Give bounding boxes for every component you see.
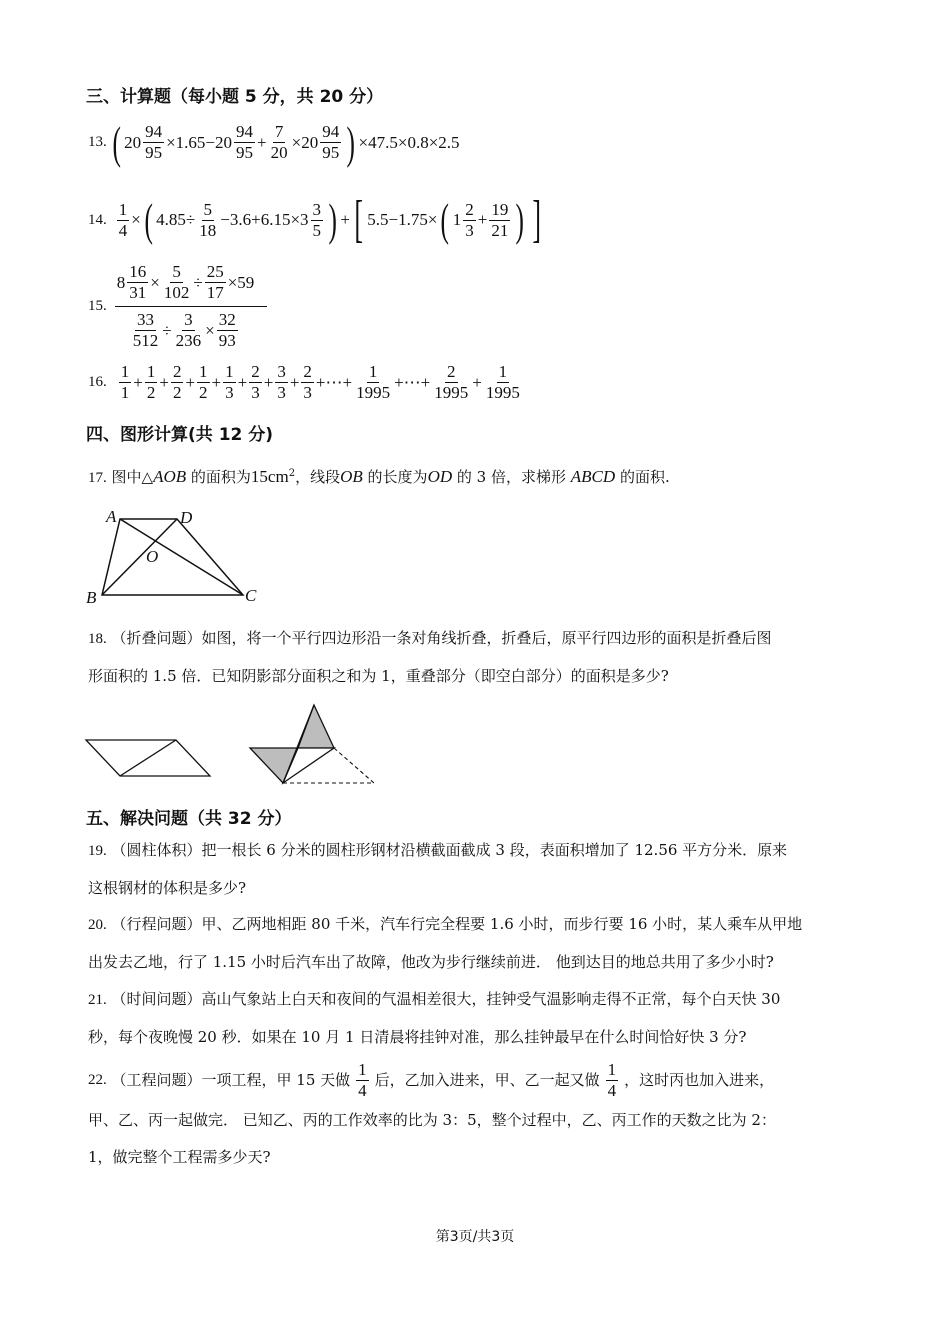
q15-text: ×	[150, 272, 160, 292]
q15-fraction: $\frac{32}{93}$	[218, 310, 236, 350]
q15-fraction: $\frac{16}{31}$	[129, 262, 147, 302]
q16-ellipsis: +⋯+	[315, 372, 353, 392]
q19-line-2: 这根钢材的体积是多少?	[88, 879, 247, 897]
page-footer: 第3页/共3页	[435, 1229, 515, 1245]
q17-area-exponent: 2	[288, 468, 296, 479]
q22-text: 后，乙加入进来，甲、乙一起又做	[374, 1070, 600, 1089]
q14-fraction: $\frac{2}{3}$	[465, 199, 474, 240]
q17-number: 17.	[88, 470, 107, 486]
q16-term: $\frac{2}{3}$	[251, 362, 260, 402]
q22-text: ，这时丙也加入进来，	[624, 1070, 775, 1089]
q16-term: $\frac{2}{2}$	[172, 362, 182, 402]
label-b: B	[86, 588, 97, 607]
q21-line-1: （时间问题）高山气象站上白天和夜间的气温相差很大，挂钟受气温影响走得不正常，每个白天快 30	[111, 990, 781, 1008]
q20-number: 20.	[88, 917, 107, 933]
q15-number: 15.	[88, 298, 107, 314]
q17-text: 图中△	[111, 468, 154, 486]
shaded-top-triangle	[298, 705, 334, 748]
q14-fraction: $\frac{1}{4}$	[118, 199, 128, 240]
trapezoid-outline	[102, 519, 243, 595]
q22-fraction: $\frac{1}{4}$	[607, 1059, 617, 1100]
q17-text: 的面积.	[619, 468, 670, 486]
q16-term: $\frac{1}{1}$	[120, 362, 130, 402]
label-o: O	[146, 547, 159, 566]
q15-fraction: $\frac{25}{17}$	[206, 262, 224, 302]
q16-ellipsis: +⋯+	[394, 372, 431, 392]
trapezoid-figure	[80, 505, 270, 610]
q19-line-1: （圆柱体积）把一根长 6 分米的圆柱形钢材沿横截面截成 3 段，表面积增加了 12.56 平方分米．原来	[111, 841, 788, 859]
q17-text: 的 3 倍，求梯形	[456, 468, 566, 486]
q14-right-bracket: ]	[532, 191, 541, 248]
q14-left-bracket: [	[354, 191, 363, 248]
q13-text: +	[257, 132, 267, 152]
q17-area-value: 15cm	[250, 467, 289, 486]
question-14	[88, 191, 545, 248]
q15-text: 8	[116, 272, 126, 292]
question-16: 16. $\frac{1}{1}$ + $\frac{1}{2}$ + $\frac{2}{2}$ + $\frac{1}{2}$ + $\frac{1}{3}$ + $\frac{2}{3}$ + $\frac{3}{3}$ + $\frac{2}{3}$ +⋯+ $\frac{1}{1995}$ +⋯+ $\frac{2}{1995}$ + $\frac{1}{1995}$	[88, 362, 520, 402]
q22-line-2: 甲、乙、丙一起做完． 已知乙、丙的工作效率的比为 3：5，整个过程中，乙、丙工作的天数之比为 2：	[88, 1111, 776, 1129]
label-a: A	[106, 507, 117, 526]
q22-number: 22.	[88, 1071, 107, 1088]
q13-fraction: $\frac{94}{95}$	[322, 122, 340, 162]
q15-text: ×59	[227, 272, 255, 292]
fold-figures	[84, 700, 384, 790]
question-19	[88, 832, 868, 907]
q17-text: 的面积为	[190, 468, 251, 486]
q18-line-1: （折叠问题）如图，将一个平行四边形沿一条对角线折叠，折叠后，原平行四边形的面积是折叠后图	[111, 629, 772, 647]
q16-number: 16.	[88, 374, 107, 390]
q17-segment-od: OD	[427, 467, 453, 486]
q14-text: 1	[452, 210, 462, 229]
q17-triangle-label: AOB	[153, 467, 187, 486]
q14-inner-right-paren: )	[515, 194, 525, 245]
q16-term: $\frac{1}{2}$	[199, 362, 208, 402]
q15-fraction: $\frac{5}{102}$	[163, 262, 190, 302]
q22-text: （工程问题）一项工程，甲 15 天做	[111, 1070, 351, 1089]
q13-left-paren: (	[112, 116, 121, 168]
q22-fraction: $\frac{1}{4}$	[358, 1059, 367, 1100]
question-20	[88, 906, 868, 981]
q18-number: 18.	[88, 631, 107, 647]
q15-text: ÷	[193, 272, 203, 292]
folded-figure	[250, 705, 374, 783]
q15-text: ÷	[162, 320, 172, 340]
q14-fraction: $\frac{19}{21}$	[491, 199, 509, 240]
q13-text: 20	[124, 132, 142, 152]
q14-text: 4.85÷	[156, 210, 196, 229]
q14-text: 5.5−1.75×	[367, 210, 438, 229]
q15-fraction: $\frac{33}{512}$	[132, 310, 159, 350]
q15-fraction: $\frac{3}{236}$	[175, 310, 202, 350]
q14-left-paren: (	[144, 194, 153, 245]
q14-text: ×	[131, 210, 141, 229]
label-d: D	[180, 508, 193, 527]
q13-text: ×47.5×0.8×2.5	[358, 132, 460, 152]
question-15	[88, 262, 267, 351]
q13-fraction: $\frac{94}{95}$	[145, 122, 163, 162]
q17-text: 的长度为	[367, 468, 428, 486]
q14-text: +	[340, 210, 350, 229]
q16-term: $\frac{1}{1995}$	[356, 362, 391, 402]
q16-term: $\frac{2}{3}$	[303, 362, 312, 402]
q15-text: ×	[205, 320, 215, 340]
q20-line-2: 出发去乙地，行了 1.15 小时后汽车出了故障，他改为步行继续前进． 他到达目的地总共用了多少小时?	[88, 953, 774, 971]
q14-right-paren: )	[328, 194, 337, 245]
section-4-heading: 四、图形计算(共 12 分)	[86, 425, 274, 445]
section-5-heading: 五、解决问题（共 32 分）	[86, 809, 292, 829]
q21-line-2: 秒，每个夜晚慢 20 秒．如果在 10 月 1 日清晨将挂钟对准，那么挂钟最早在什么时间恰好快 3 分?	[88, 1028, 747, 1046]
section-3-heading: 三、计算题（每小题 5 分，共 20 分）	[86, 87, 384, 107]
question-18	[88, 620, 868, 695]
q14-inner-left-paren: (	[440, 194, 450, 245]
q21-number: 21.	[88, 992, 107, 1008]
q17-segment-ob: OB	[340, 467, 363, 486]
q14-number: 14.	[88, 211, 107, 228]
q20-line-1: （行程问题）甲、乙两地相距 80 千米，汽车行完全程要 1.6 小时，而步行要 16 小时，某人乘车从甲地	[111, 915, 803, 933]
q22-line-3: 1，做完整个工程需多少天?	[88, 1148, 271, 1166]
dashed-edge	[334, 748, 374, 783]
q17-text: ，线段	[295, 468, 341, 486]
q13-number: 13.	[88, 134, 107, 150]
q13-fraction: $\frac{94}{95}$	[236, 122, 254, 162]
parallelogram-diagonal	[120, 740, 176, 776]
q15-main-fraction-bar	[115, 306, 267, 307]
q13-text: ×20	[291, 132, 319, 152]
q13-text: ×1.65−20	[166, 132, 233, 152]
q18-line-2: 形面积的 1.5 倍．已知阴影部分面积之和为 1，重叠部分（即空白部分）的面积是多少?	[88, 667, 669, 685]
q17-trapezoid-label: ABCD	[570, 467, 616, 486]
q14-text: +	[477, 210, 488, 229]
q15-compound-fraction	[115, 262, 267, 351]
label-c: C	[245, 586, 257, 605]
q15-denominator	[115, 310, 240, 351]
q14-fraction: $\frac{5}{18}$	[199, 199, 217, 240]
q16-term: $\frac{3}{3}$	[277, 362, 286, 402]
q16-term: $\frac{1}{1995}$	[485, 362, 520, 402]
question-21	[88, 981, 868, 1056]
q19-number: 19.	[88, 843, 107, 859]
parallelogram-figure	[86, 740, 210, 776]
q13-right-paren: )	[346, 116, 356, 168]
q14-fraction: $\frac{3}{5}$	[312, 199, 322, 240]
q16-term: $\frac{2}{1995}$	[434, 362, 469, 402]
question-13	[88, 116, 460, 168]
q16-term: $\frac{1}{3}$	[225, 362, 234, 402]
q13-fraction: $\frac{7}{20}$	[270, 122, 288, 162]
q15-numerator	[115, 262, 255, 303]
q16-term: $\frac{1}{2}$	[146, 362, 156, 402]
q14-text: −3.6+6.15×3	[220, 210, 309, 229]
question-17	[88, 455, 868, 497]
question-22	[88, 1058, 868, 1176]
